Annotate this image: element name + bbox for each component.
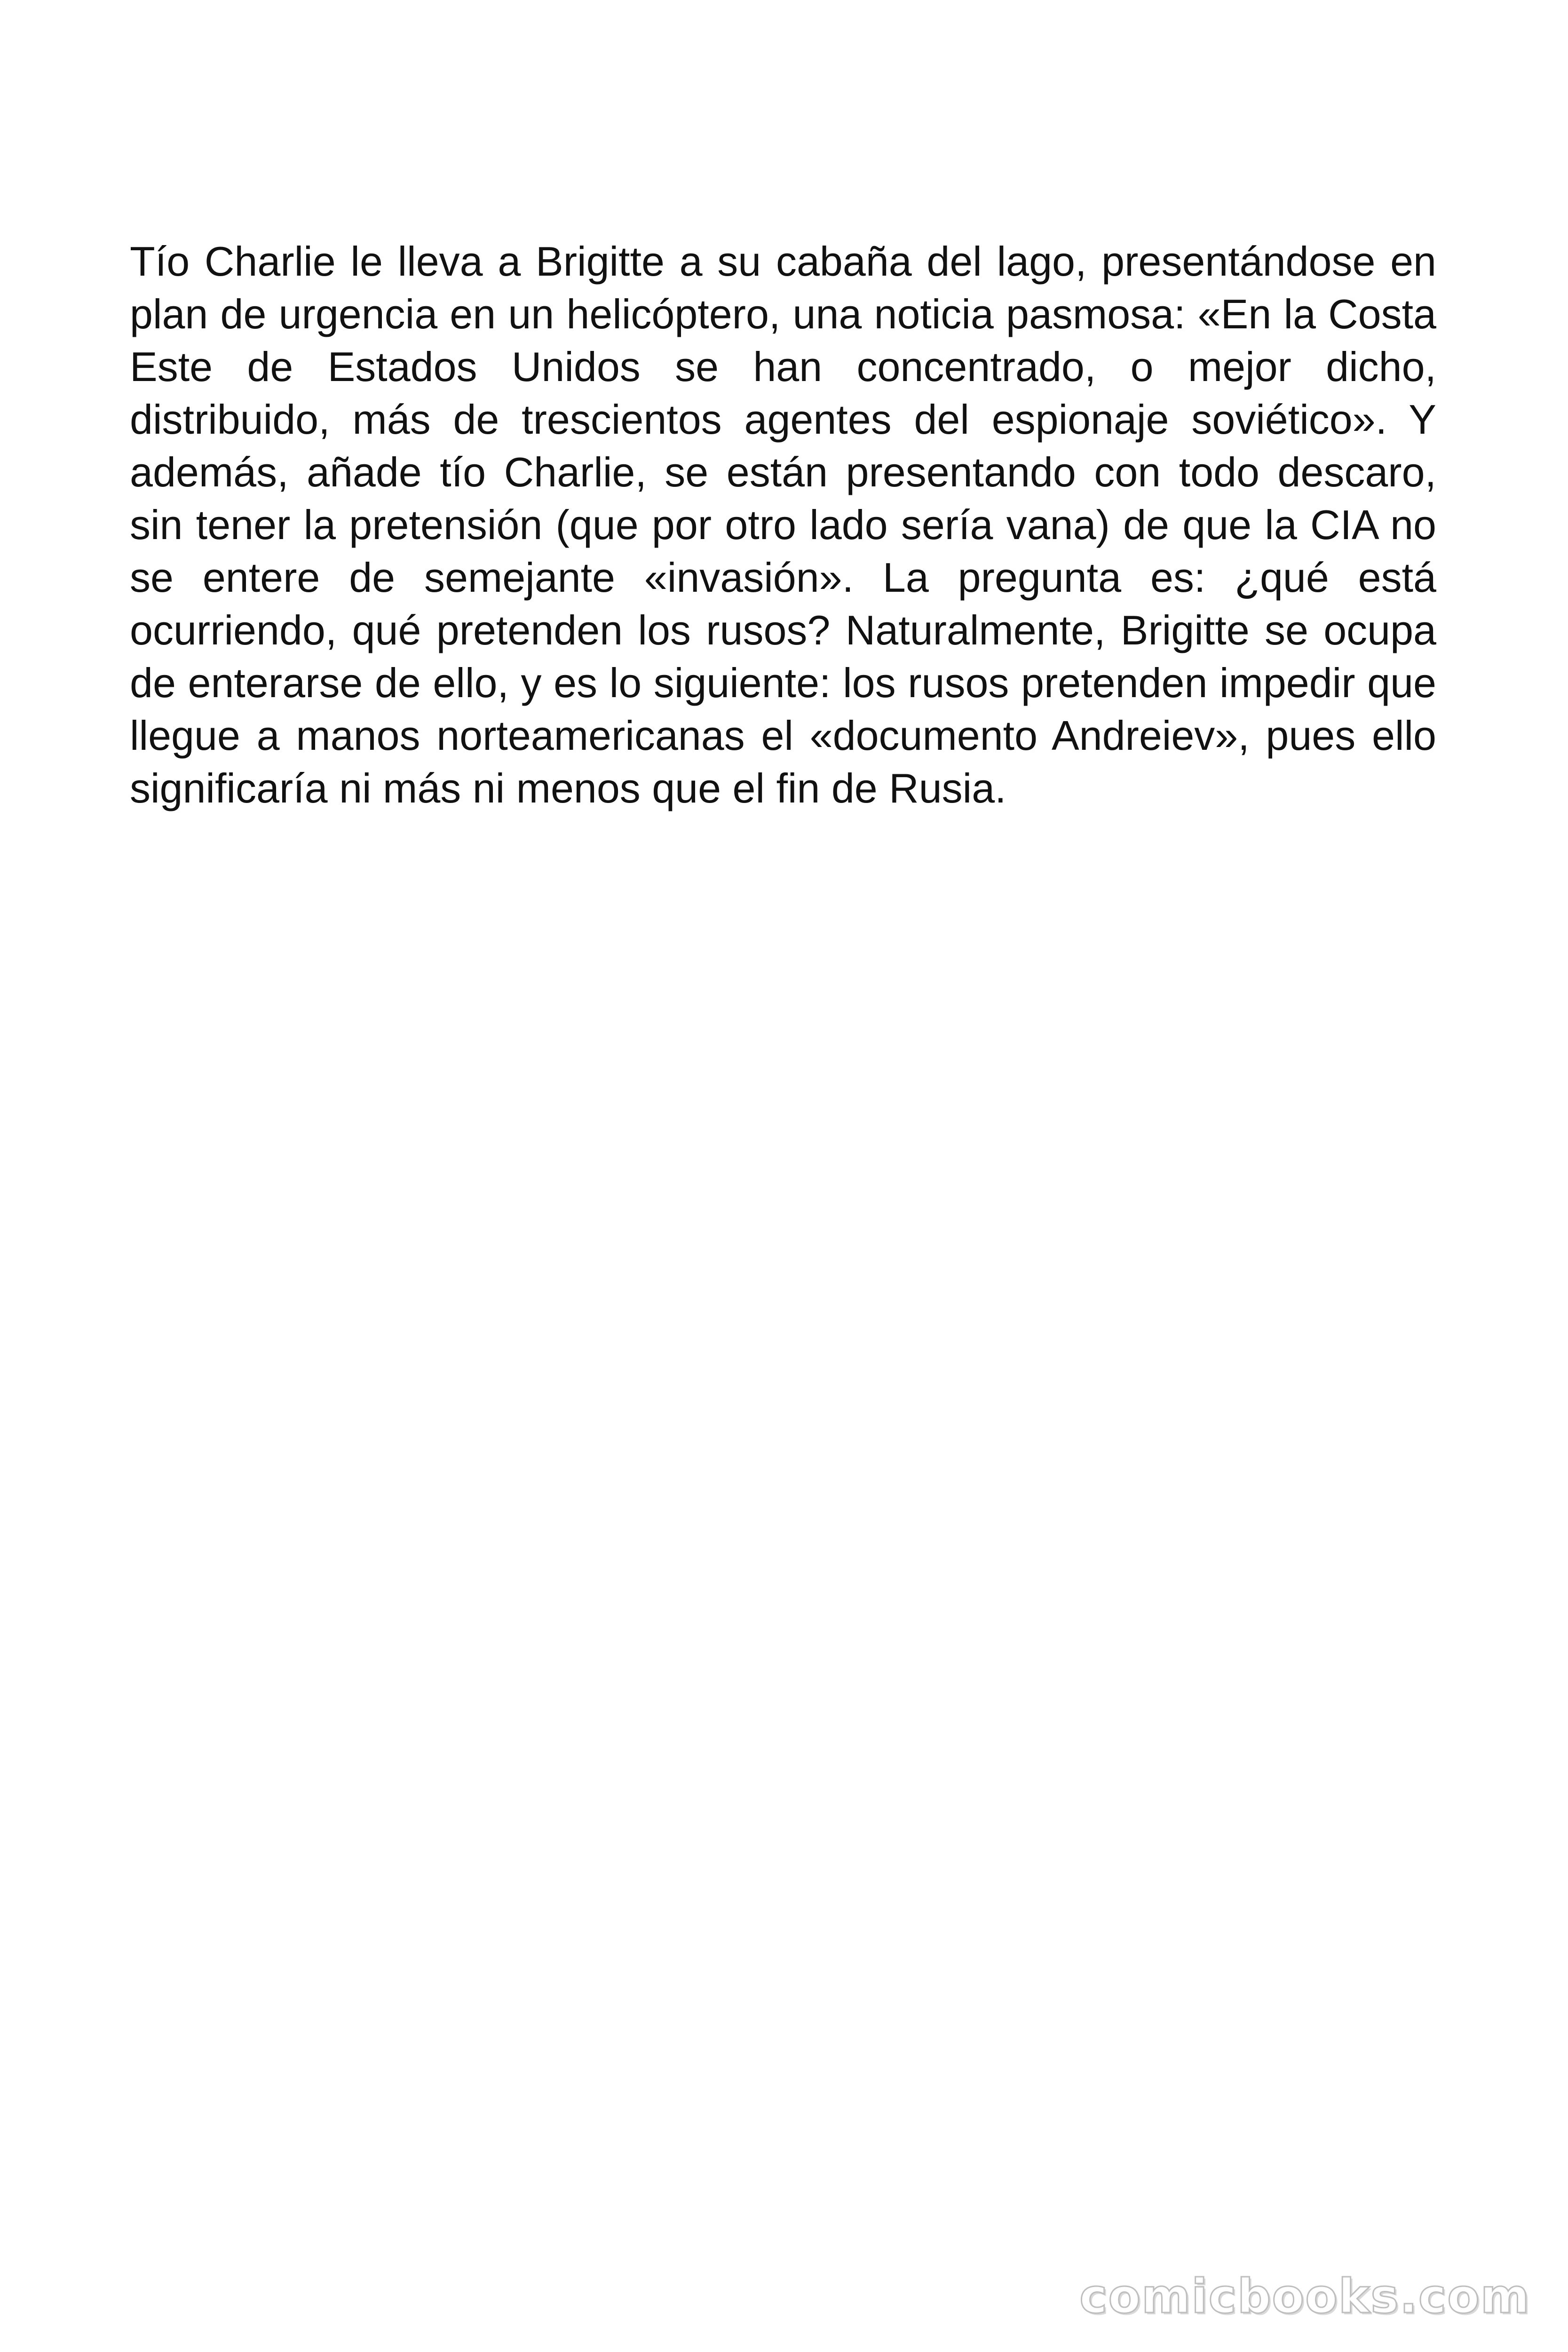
synopsis-paragraph: Tío Charlie le lleva a Brigitte a su cabaña del lago, presentándose en plan de urgencia en un helicóptero, una noticia pasmosa: «En la Costa Este de Estados Unidos se han concentrado, o mejor dicho, distribuido, más de trescientos agentes del espionaje soviético». Y además, añade tío Charlie, se están presentando con todo descaro, sin tener la pretensión (que por otro lado sería vana) de que la CIA no se entere de semejante «invasión». La pregunta es: ¿qué está ocurriendo, qué pretenden los rusos? Naturalmente, Brigitte se ocupa de enterarse de ello, y es lo siguiente: los rusos pretenden impedir que llegue a manos norteamericanas el «documento Andreiev», pues ello significaría ni más ni menos que el fin de Rusia. — [130, 238, 1436, 811]
watermark-logo: comicbooks.com — [1079, 2269, 1530, 2324]
